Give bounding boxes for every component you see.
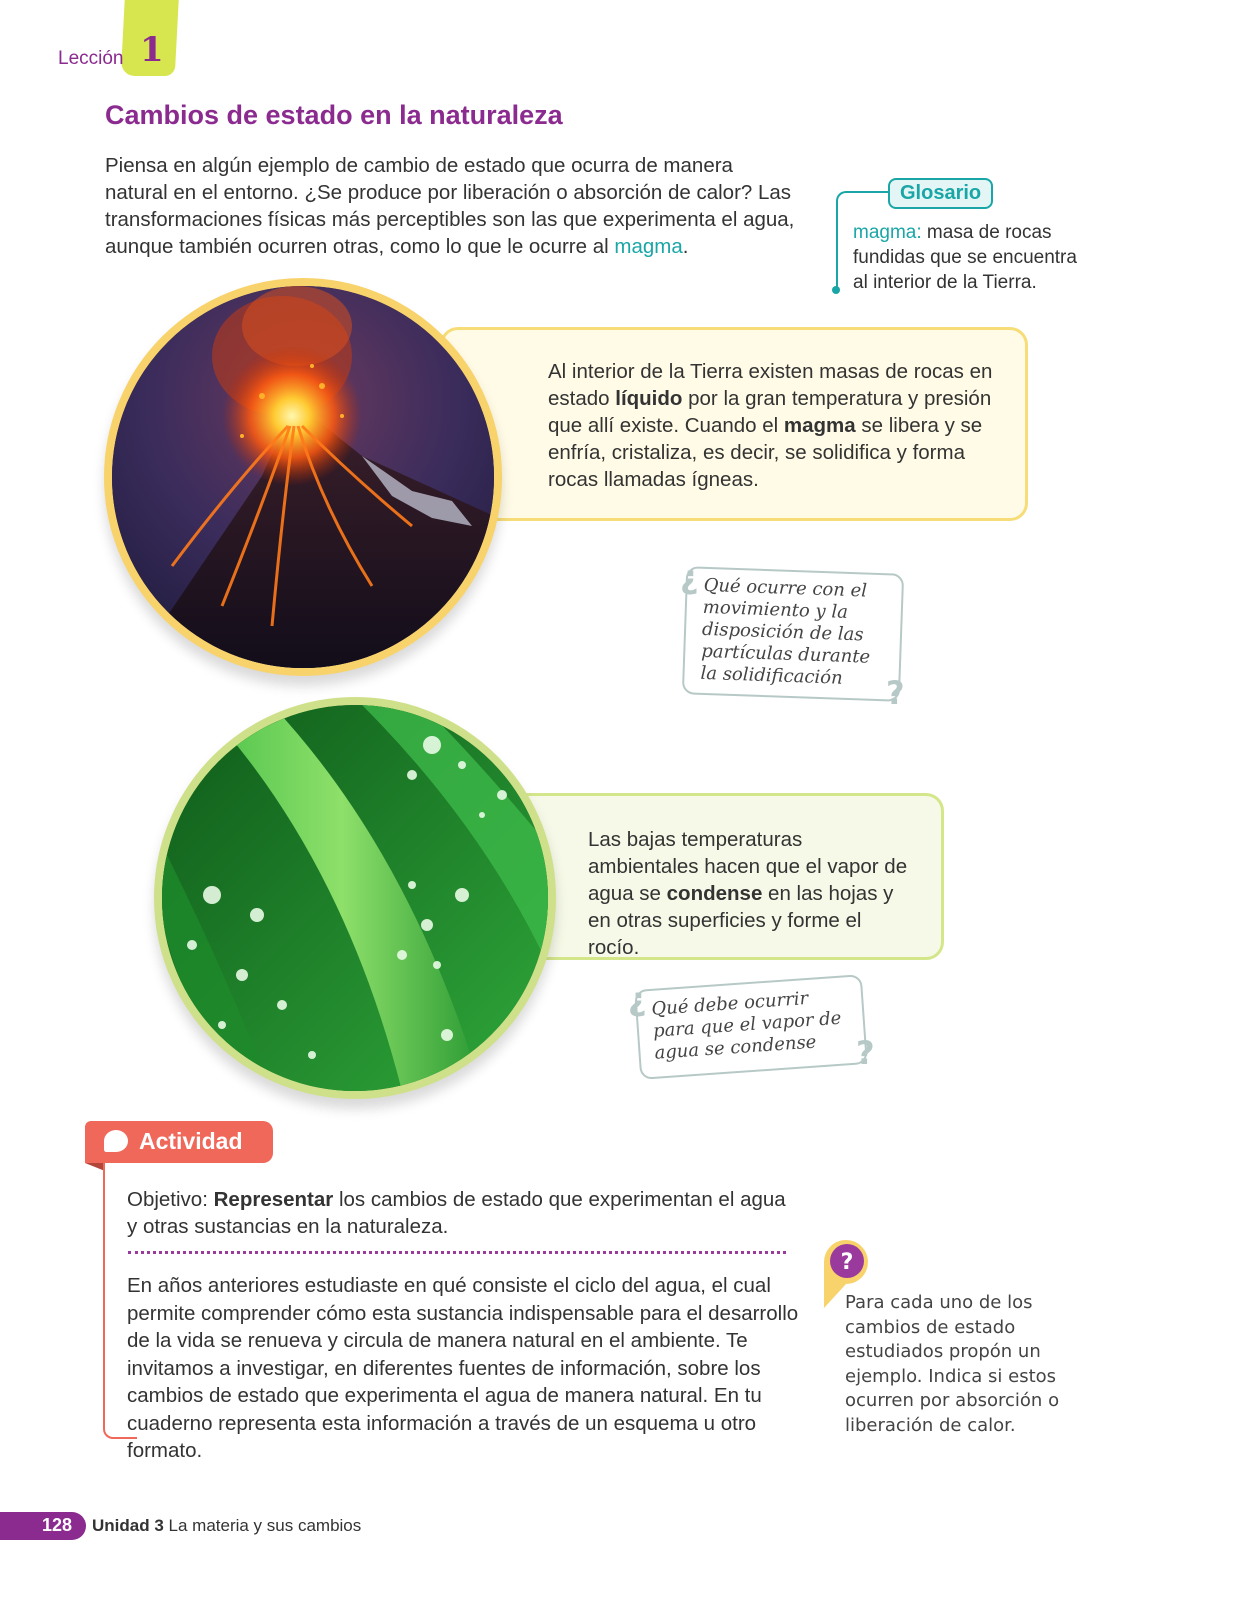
question-bubble-1 <box>682 566 904 702</box>
glossary-term: magma: <box>853 222 922 243</box>
volcano-photo <box>104 278 502 676</box>
intro-paragraph <box>105 152 795 260</box>
glossary-definition: masa de rocas fundidas que se encuentra al interior de la Tierra. <box>853 222 1077 293</box>
intro-keyword[interactable]: magma <box>614 235 683 258</box>
intro-end: . <box>682 235 689 258</box>
objective-verb: Representar <box>213 1188 334 1211</box>
close-question-mark-icon: ? <box>856 1034 875 1072</box>
dew-bold: condense <box>666 882 763 905</box>
footer-unit-title: La materia y sus cambios <box>163 1516 362 1535</box>
dew-text-2: en las hojas y en otras superficies y forme el rocío. <box>588 882 894 959</box>
page-number: 128 <box>42 1515 73 1535</box>
activity-body: En años anteriores estudiaste en qué consiste el ciclo del agua, el cual permite comprender cómo esta sustancia indispensable para el desarrollo de la vida se renueva y circula de manera natural en el ambiente. Te invitamos a investigar, en diferentes fuentes de información, sobre los cambios de estado que experimenta el agua de manera natural. En tu cuaderno representa esta información a través de un esquema u otro formato. <box>127 1274 799 1462</box>
glossary-entry <box>853 220 1093 295</box>
open-question-mark-icon: ¿ <box>680 558 699 596</box>
open-question-mark-icon: ¿ <box>628 980 647 1018</box>
speech-bubble-icon <box>104 1130 128 1152</box>
activity-tag-label: Actividad <box>139 1128 243 1154</box>
volcano-paragraph <box>548 358 998 493</box>
dew-paragraph <box>588 826 918 961</box>
glossary-tag: Glosario <box>888 178 993 209</box>
dew-text-1: Las bajas temperaturas ambientales hacen que el vapor de agua se <box>588 828 908 905</box>
footer-unit <box>92 1516 361 1536</box>
svg-text:?: ? <box>840 1250 854 1275</box>
footer-unit-label: Unidad 3 <box>92 1516 164 1535</box>
question-2-text: Qué debe ocurrir para que el vapor de agua se condense <box>650 987 843 1064</box>
intro-text: Piensa en algún ejemplo de cambio de estado que ocurra de manera natural en el entorno. ¿Se produce por liberación o absorción de calor? Las transformaciones físicas más perceptibles son las que experimenta el agua, aunque también ocurren otras, como lo que le ocurre al <box>105 154 795 258</box>
lesson-label: Lección <box>58 48 124 69</box>
lesson-number: 1 <box>140 30 164 70</box>
volcano-bold-1: líquido <box>615 387 683 410</box>
objective-label: Objetivo: <box>127 1188 214 1211</box>
volcano-text-1: Al interior de la Tierra existen masas de rocas en estado <box>548 360 993 410</box>
objective-text: los cambios de estado que experimentan el agua y otras sustancias en la naturaleza. <box>127 1188 786 1238</box>
question-bubble-2 <box>634 974 868 1080</box>
dew-leaf-photo <box>154 697 556 1099</box>
activity-divider <box>128 1251 786 1254</box>
close-question-mark-icon: ? <box>886 674 905 712</box>
glossary-dot <box>832 286 840 294</box>
question-1-text: Qué ocurre con el movimiento y la disposición de las partículas durante la solidificación <box>700 574 871 689</box>
volcano-bold-2: magma <box>783 414 856 437</box>
activity-objective <box>127 1186 797 1240</box>
activity-tag-fold <box>85 1163 105 1171</box>
volcano-text-3: se libera y se enfría, cristaliza, es decir, se solidifica y forma rocas llamadas ígneas. <box>548 414 983 491</box>
page-title: Cambios de estado en la naturaleza <box>105 100 563 130</box>
volcano-text-2: por la gran temperatura y presión que allí existe. Cuando el <box>548 387 992 437</box>
hint-text: Para cada uno de los cambios de estado estudiados propón un ejemplo. Indica si estos ocurren por absorción o liberación de calor. <box>845 1292 1060 1436</box>
